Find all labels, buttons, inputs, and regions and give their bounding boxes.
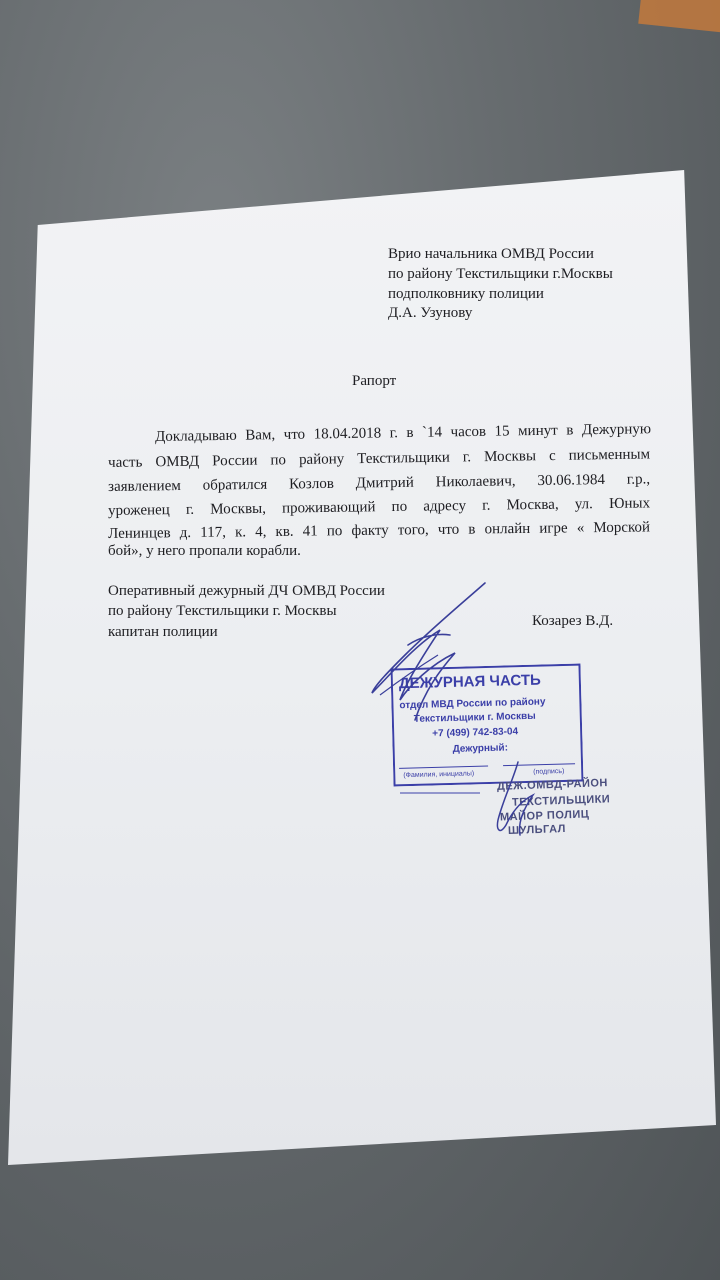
body-line-5: Ленинцев д. 117, к. 4, кв. 41 по факту того, что в онлайн игре « Морской <box>107 519 651 542</box>
body-line-6: бой», у него пропали корабли. <box>108 543 301 559</box>
body-line-2: часть ОМВД России по району Текстильщики г. Москвы с письменным <box>107 446 651 471</box>
stamp-phone: +7 (499) 742-83-04 <box>432 726 519 740</box>
signature-line-2: по району Текстильщики г. Москвы <box>108 603 337 619</box>
stamp-field-right: (подпись) <box>533 767 565 776</box>
stamp-field-left: (Фамилия, инициалы) <box>403 770 475 780</box>
officer-stamp-line-2: ТЕКСТИЛЬЩИКИ <box>511 793 611 809</box>
signature-line-1: Оперативный дежурный ДЧ ОМВД России <box>108 583 385 599</box>
stamp-header: ДЕЖУРНАЯ ЧАСТЬ <box>398 671 542 693</box>
addressee-line-4: Д.А. Узунову <box>388 305 473 321</box>
stamp-duty-label: Дежурный: <box>452 742 509 755</box>
stamp-underline-icon <box>400 790 480 796</box>
document-title: Рапорт <box>352 373 397 389</box>
handwritten-signature-icon <box>360 575 500 735</box>
body-line-1: Докладываю Вам, что 18.04.2018 г. в `14 часов 15 минут в Дежурную <box>154 421 652 445</box>
body-line-3: заявлением обратился Козлов Дмитрий Николаевич, 30.06.1984 г.р., <box>107 471 651 495</box>
addressee-line-1: Врио начальника ОМВД России <box>388 246 594 262</box>
signature-line-3: капитан полиции <box>108 624 218 640</box>
addressee-line-3: подполковнику полиции <box>388 286 544 302</box>
stamp-line-2: Текстильщики г. Москвы <box>413 710 536 725</box>
officer-signature-icon <box>488 760 558 840</box>
addressee-line-2: по району Текстильщики г.Москвы <box>388 266 613 282</box>
signature-name: Козарез В.Д. <box>532 613 614 629</box>
officer-stamp-line-4: ШУЛЬГАЛ <box>507 822 567 838</box>
officer-stamp-line-3: МАЙОР ПОЛИЦ <box>499 808 590 824</box>
stamp-line-1: отдел МВД России по району <box>399 696 546 712</box>
officer-stamp-line-1: ДЕЖ.ОМВД-РАЙОН <box>496 777 609 793</box>
body-line-4: уроженец г. Москвы, проживающий по адресу г. Москва, ул. Юных <box>107 495 651 519</box>
